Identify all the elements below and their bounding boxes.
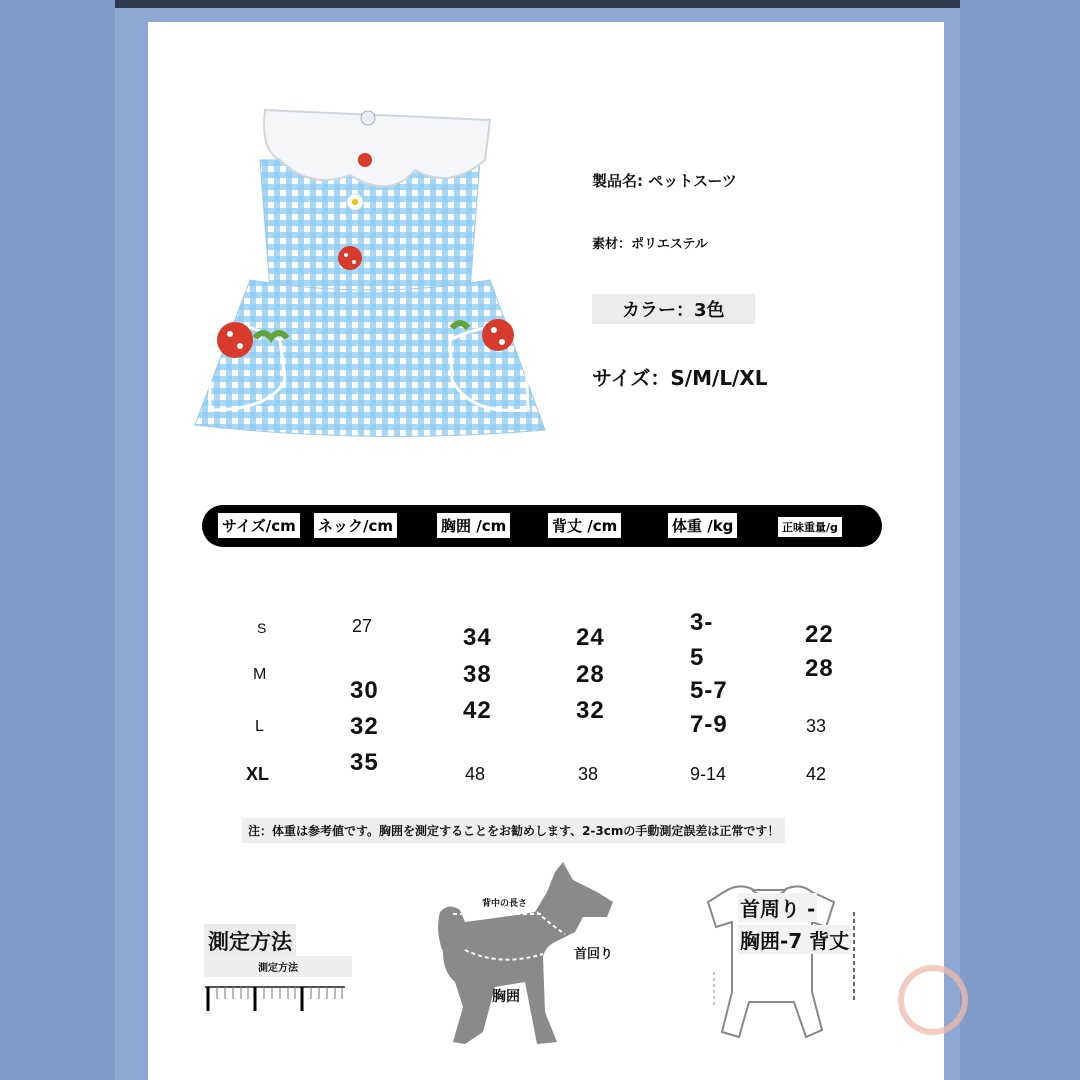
note-text: 注：体重は参考値です。胸囲を測定することをお勧めします、2-3cmの手動測定誤差は正常です！ (242, 818, 785, 843)
size-cell: S (257, 620, 267, 636)
top-bar (115, 0, 960, 8)
neck-cell: 32 (350, 713, 379, 740)
header-net-weight: 正味重量/g (778, 517, 842, 537)
ruler-icon (205, 983, 345, 1013)
chest-cell: 34 (463, 624, 492, 651)
header-size: サイズ/cm (218, 513, 300, 538)
weight-cell: 5-7 (690, 677, 728, 704)
header-back: 背丈 /cm (548, 513, 621, 538)
net-weight-cell: 33 (806, 716, 827, 736)
weight-cell: 9-14 (690, 764, 727, 784)
product-name: 製品名: ペットスーツ (592, 172, 737, 190)
pet-dress-image (190, 100, 550, 450)
size-cell: M (253, 666, 267, 683)
net-weight-cell: 42 (806, 764, 827, 784)
back-cell: 32 (576, 697, 605, 724)
product-material: 素材：ポリエステル (592, 237, 708, 252)
back-cell: 38 (578, 764, 599, 784)
back-cell: 24 (576, 624, 605, 651)
garment-label-line2: 胸囲-7 背丈 (738, 925, 851, 954)
neck-cell: 30 (350, 677, 379, 704)
dog-label-back-length: 背中の長さ (482, 896, 527, 909)
product-size: サイズ：S/M/L/XL (592, 366, 768, 390)
net-weight-cell: 22 (805, 621, 834, 648)
garment-label-line1: 首周り - (738, 893, 817, 922)
product-color: カラー：3色 (592, 294, 755, 324)
size-cell: XL (246, 764, 270, 784)
size-cell: L (255, 718, 264, 735)
measure-title: 測定方法 (204, 924, 296, 958)
dog-label-neck: 首回り (574, 947, 614, 962)
weight-cell: 7-9 (690, 711, 728, 738)
net-weight-cell: 28 (805, 655, 834, 682)
header-weight: 体重 /kg (668, 513, 737, 538)
weight-cell: 3- (690, 609, 714, 636)
watermark-logo-icon (898, 965, 968, 1035)
header-chest: 胸囲 /cm (437, 513, 510, 538)
weight-cell: 5 (690, 644, 705, 671)
dog-label-chest: 胸囲 (492, 989, 520, 1005)
measure-subtitle: 測定方法 (204, 956, 352, 977)
neck-cell: 27 (352, 616, 373, 636)
chest-cell: 38 (463, 661, 492, 688)
chest-cell: 48 (465, 764, 486, 784)
header-neck: ネック/cm (314, 513, 397, 538)
back-cell: 28 (576, 661, 605, 688)
neck-cell: 35 (350, 749, 379, 776)
chest-cell: 42 (463, 697, 492, 724)
